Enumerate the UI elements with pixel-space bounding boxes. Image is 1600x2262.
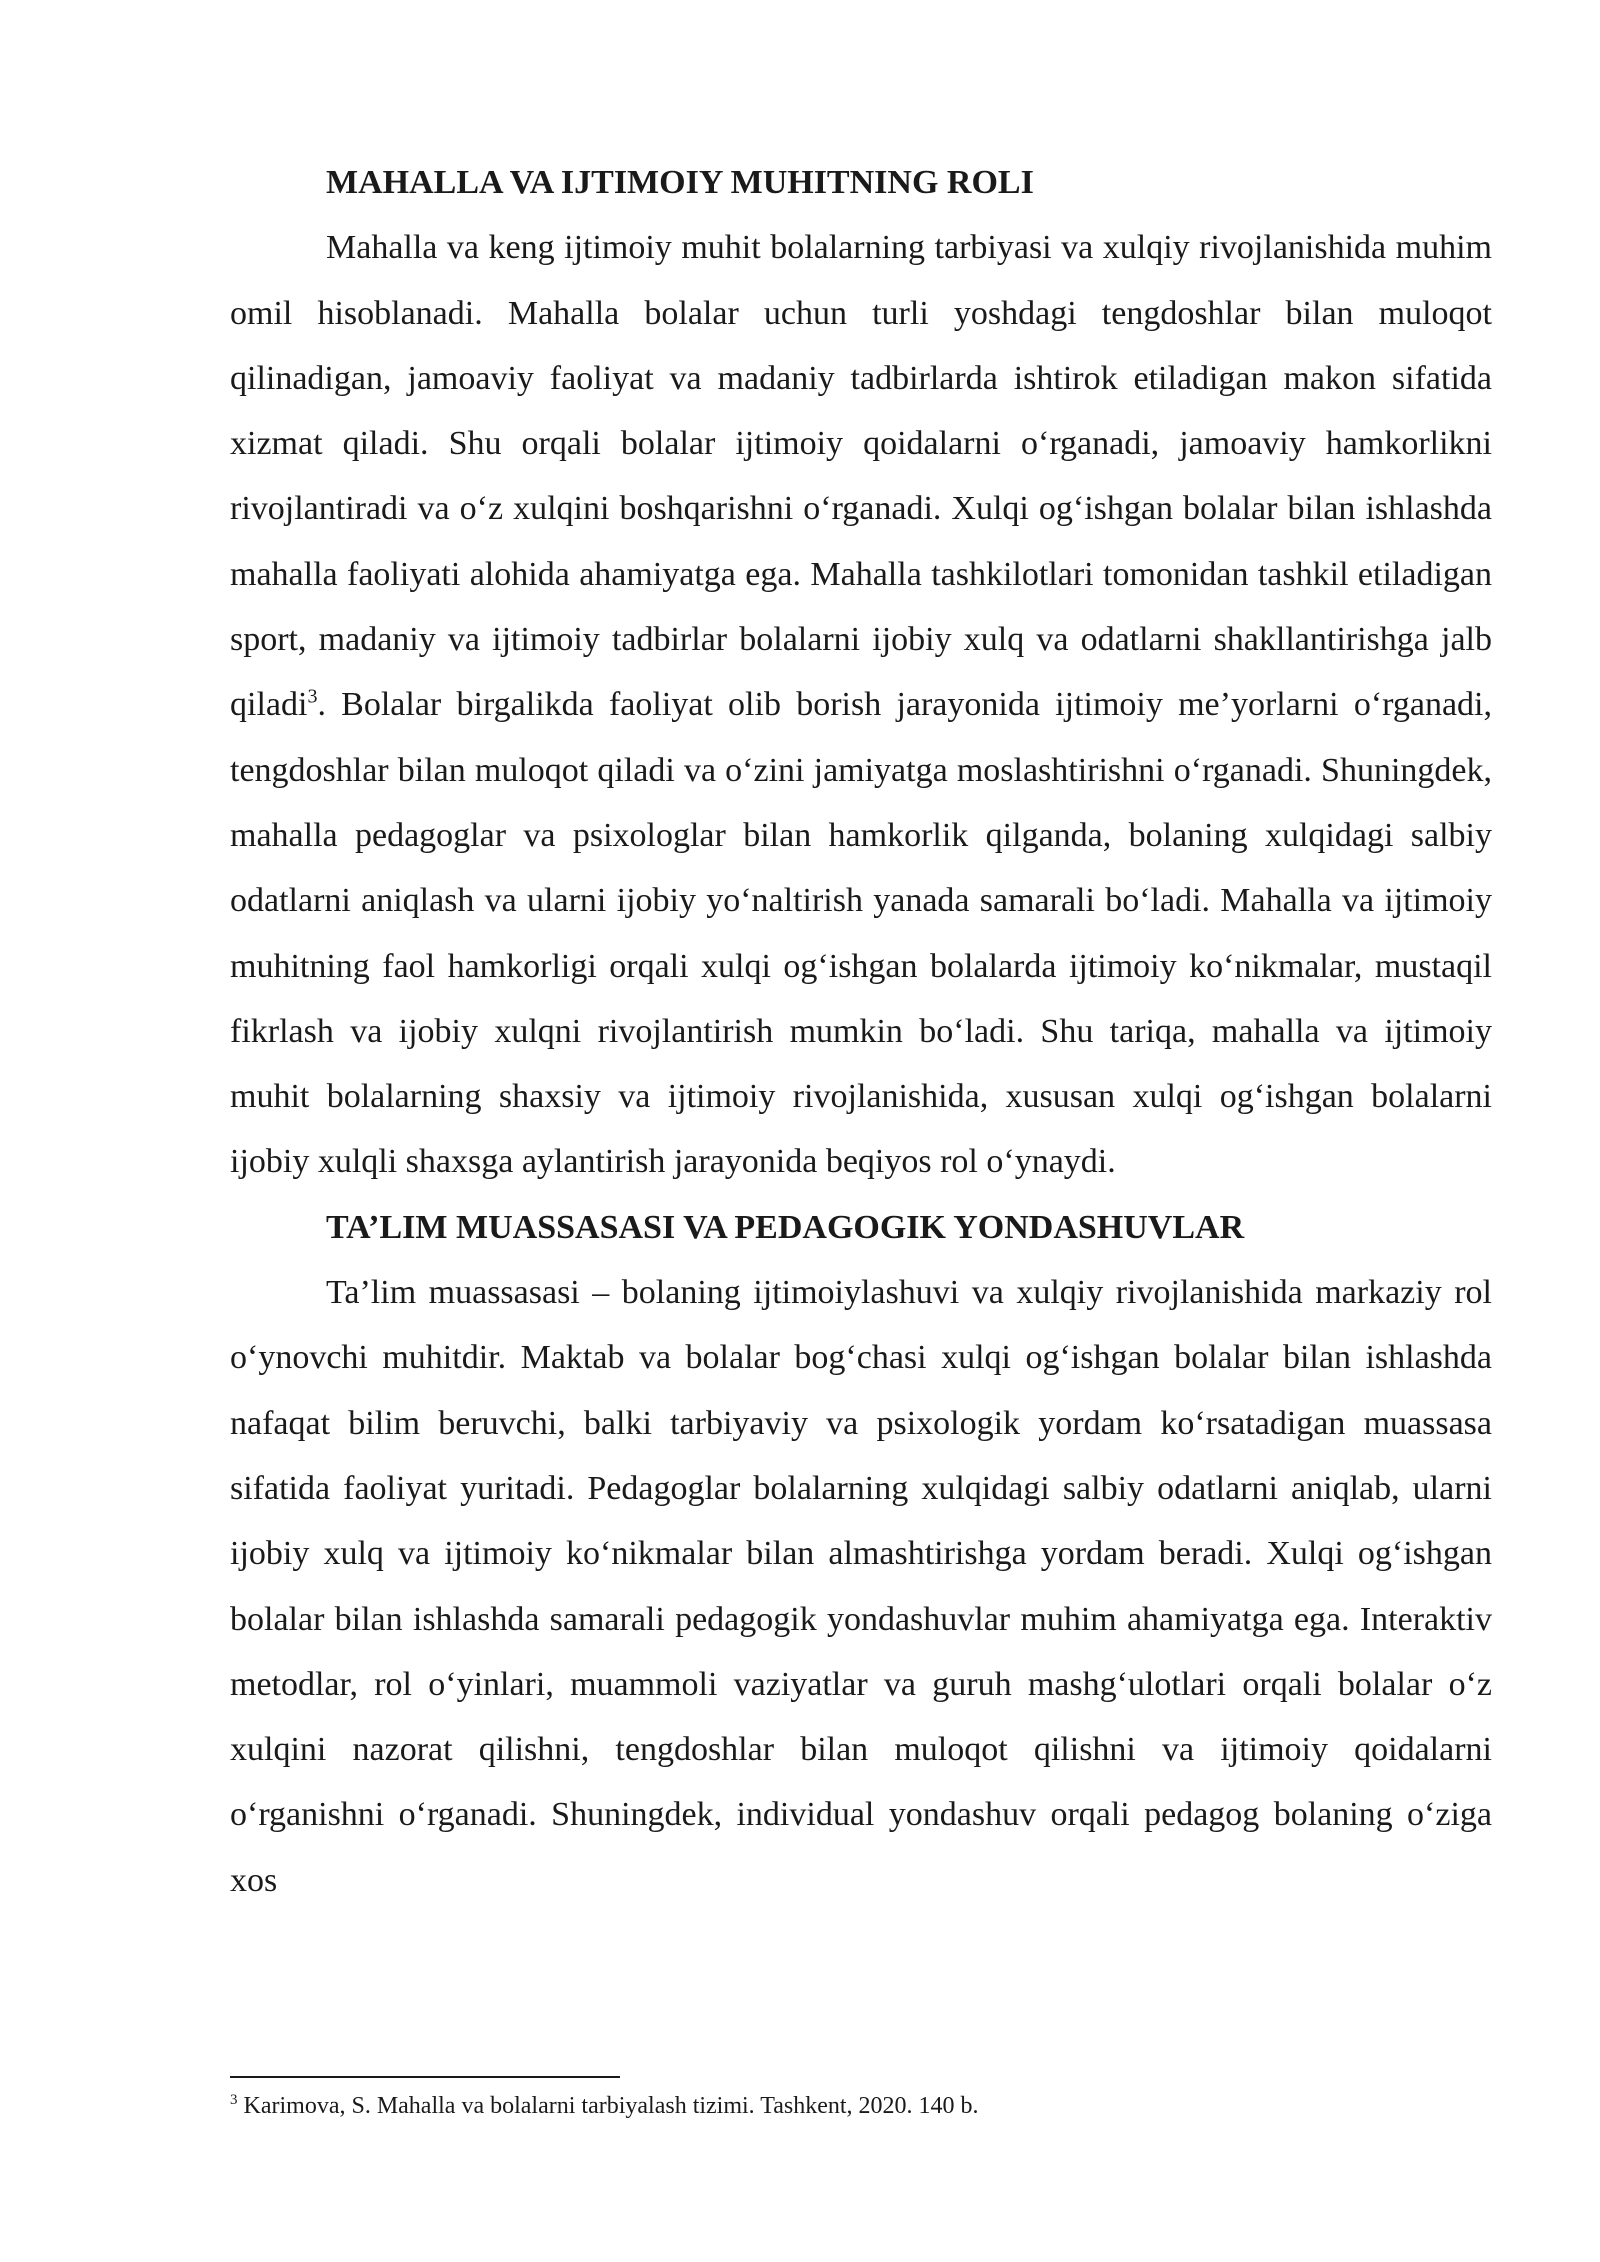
section-heading-mahalla: MAHALLA VA IJTIMOIY MUHITNING ROLI: [326, 164, 1034, 201]
footnote-text: Karimova, S. Mahalla va bolalarni tarbiyalash tizimi. Tashkent, 2020. 140 b.: [237, 2093, 979, 2119]
page-body: [230, 150, 1492, 1913]
paragraph-mahalla: [230, 215, 1492, 1194]
paragraph-talim: Ta’lim muassasasi – bolaning ijtimoiylashuvi va xulqiy rivojlanishida markaziy rol o‘ynovchi muhitdir. Maktab va bolalar bog‘chasi xulqi og‘ishgan bolalar bilan ishlashda nafaqat bilim beruvchi, balki tarbiyaviy va psixologik yordam ko‘rsatadigan muassasa sifatida faoliyat yuritadi. Pedagoglar bolalarning xulqidagi salbiy odatlarni aniqlab, ularni ijobiy xulq va ijtimoiy ko‘nikmalar bilan almashtirishga yordam beradi. Xulqi og‘ishgan bolalar bilan ishlashda samarali pedagogik yondashuvlar muhim ahamiyatga ega. Interaktiv metodlar, rol o‘yinlari, muammoli vaziyatlar va guruh mashg‘ulotlari orqali bolalar o‘z xulqini nazorat qilishni, tengdoshlar bilan muloqot qilishni va ijtimoiy qoidalarni o‘rganishni o‘rganadi. Shuningdek, individual yondashuv orqali pedagog bolaning o‘ziga xos: [230, 1274, 1492, 1899]
footnote-reference[interactable]: 3: [307, 686, 318, 709]
footnote-mark: 3: [230, 2092, 238, 2108]
footnote-separator: [230, 2076, 620, 2078]
paragraph-text-part-2: . Bolalar birgalikda faoliyat olib borish jarayonida ijtimoiy me’yorlarni o‘rganadi, tengdoshlar bilan muloqot qiladi va o‘zini jamiyatga moslashtirishni o‘rganadi. Shuningdek, mahalla pedagoglar va psixologlar bilan hamkorlik qilganda, bolaning xulqidagi salbiy odatlarni aniqlash va ularni ijobiy yo‘naltirish yanada samarali bo‘ladi. Mahalla va ijtimoiy muhitning faol hamkorligi orqali xulqi og‘ishgan bolalarda ijtimoiy ko‘nikmalar, mustaqil fikrlash va ijobiy xulqni rivojlantirish mumkin bo‘ladi. Shu tariqa, mahalla va ijtimoiy muhit bolalarning shaxsiy va ijtimoiy rivojlanishida, xususan xulqi og‘ishgan bolalarni ijobiy xulqli shaxsga aylantirish jarayonida beqiyos rol o‘ynaydi.: [230, 686, 1492, 1181]
section-heading-talim: TA’LIM MUASSASASI VA PEDAGOGIK YONDASHUVLAR: [326, 1208, 1245, 1246]
paragraph-text-part-1: Mahalla va keng ijtimoiy muhit bolalarning tarbiyasi va xulqiy rivojlanishida muhim omil hisoblanadi. Mahalla bolalar uchun turli yoshdagi tengdoshlar bilan muloqot qilinadigan, jamoaviy faoliyat va madaniy tadbirlarda ishtirok etiladigan makon sifatida xizmat qiladi. Shu orqali bolalar ijtimoiy qoidalarni o‘rganadi, jamoaviy hamkorlikni rivojlantiradi va o‘z xulqini boshqarishni o‘rganadi. Xulqi og‘ishgan bolalar bilan ishlashda mahalla faoliyati alohida ahamiyatga ega. Mahalla tashkilotlari tomonidan tashkil etiladigan sport, madaniy va ijtimoiy tadbirlar bolalarni ijobiy xulq va odatlarni shakllantirishga jalb qiladi: [230, 229, 1492, 724]
footnote: [230, 2090, 1492, 2122]
